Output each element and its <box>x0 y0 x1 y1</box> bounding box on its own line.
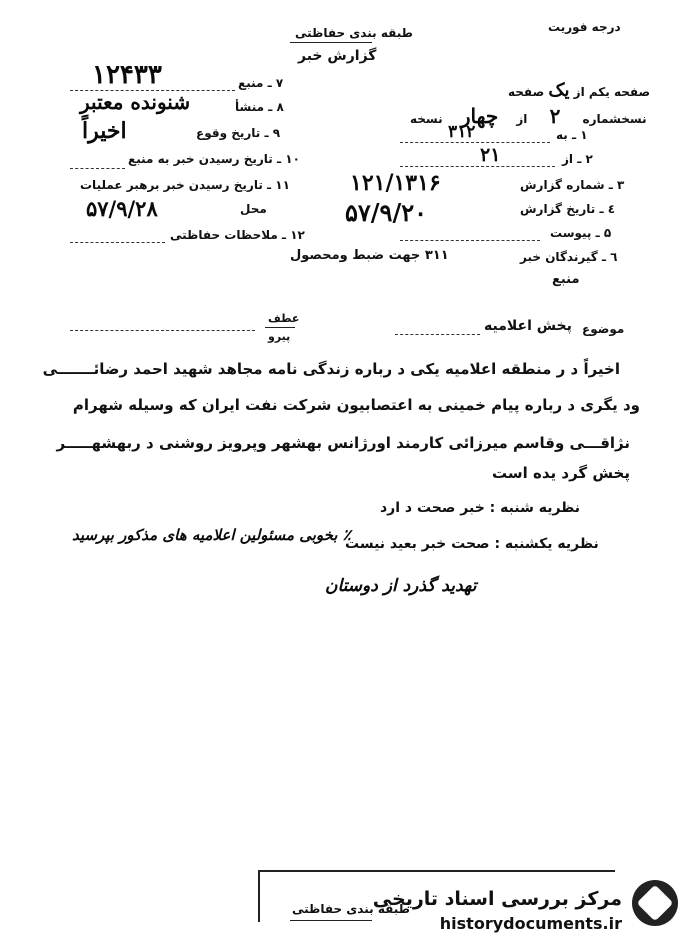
field-1-value: ۳۱۲ <box>448 122 476 142</box>
field-7-label: ۷ ـ منبع <box>238 76 284 90</box>
opinion-handwritten-1: ٪ بخوبی مسئولین اعلامیه های مذکور بپرسید <box>72 526 351 544</box>
ref-atf-label: عطف <box>268 312 300 325</box>
classification-top-underline <box>290 42 372 43</box>
field-10-label: ۱۰ ـ تاریخ رسیدن خبر به منبع <box>128 152 300 166</box>
field-3-label: ۳ ـ شماره گزارش <box>520 178 625 192</box>
opinion-source: نظریه شنبه : خبر صحت د ارد <box>380 500 581 516</box>
body-line-2: ود یگری د رباره پیام خمینی به اعتصابیون شرکت نفت ایران که وسیله شهرام <box>72 396 640 414</box>
body-line-1: اخیراً د ر منطقه اعلامیه یکی د رباره زندگی نامه مجاهد شهید احمد رضائـــــــی <box>42 360 620 378</box>
classification-bottom-underline <box>290 920 372 921</box>
priority-label: درجه فوریت <box>548 20 621 34</box>
field-8-value: شنونده معتبر <box>80 90 191 114</box>
field-11-label: ۱۱ ـ تاریخ رسیدن خبر برهبر عملیات <box>80 178 290 192</box>
classification-top: طبقه بندی حفاظتی <box>295 26 413 40</box>
field-2-value: ۲۱ <box>480 144 501 166</box>
opinion-yekshanbe-printed: نظریه یکشنبه : صحت خبر بعید نیست <box>345 536 599 552</box>
opinion-handwritten-2: تهدید گذرد از دوستان <box>325 576 477 596</box>
field-7-value: ۱۲۴۳۳ <box>92 60 162 90</box>
field-2-line <box>400 166 555 167</box>
field-9-value: اخیراً <box>82 118 127 144</box>
body-line-3: نژاقـــی وقاسم میرزائی کارمند اورژانس بهشهر وپرویز روشنی د ربهشهـــــر <box>56 434 630 452</box>
ref-divider <box>265 327 295 328</box>
field-12-label: ۱۲ ـ ملاحظات حفاظتی <box>170 228 305 242</box>
field-6-label: ٦ ـ گیرندگان خبر <box>520 250 618 264</box>
field-11-value: ۵۷/۹/۲۸ <box>86 196 158 221</box>
watermark-url: historydocuments.ir <box>439 914 622 933</box>
copy-number-label: نسخشماره ۲ از چهار نسخه <box>410 104 647 128</box>
subject-label: موضوع <box>582 322 625 336</box>
page-title: گزارش خبر <box>298 48 377 64</box>
body-line-4: پخش گرد یده است <box>492 464 630 482</box>
subject-dash-right <box>395 334 480 335</box>
subject-dash-left <box>70 330 255 331</box>
field-3-value: ۱۲۱/۱۳۱۶ <box>350 170 441 196</box>
field-10-line <box>70 168 125 169</box>
page-number-label: صفحه یکم از یک صفحه <box>508 80 651 101</box>
field-12-line <box>70 242 165 243</box>
field-4-value: ۵۷/۹/۲۰ <box>345 198 427 227</box>
field-9-label: ۹ ـ تاریخ وقوع <box>196 126 281 140</box>
subject-value: پخش اعلامیه <box>484 318 572 334</box>
classification-bottom: طبقه بندی حفاظتی <box>292 902 410 916</box>
ref-piro-label: پیرو <box>268 330 291 343</box>
field-11-sub: محل <box>240 202 267 216</box>
field-1-label: ۱ ـ به <box>556 128 588 142</box>
field-4-label: ٤ ـ تاریخ گزارش <box>520 202 616 216</box>
field-2-label: ۲ ـ از <box>562 152 593 166</box>
field-1-line <box>400 142 550 143</box>
field-8-label: ۸ ـ منشأ <box>235 100 284 114</box>
field-6-value: ۳۱۱ جهت ضبط ومحصول <box>290 248 449 263</box>
archive-logo-icon <box>632 880 678 926</box>
field-6-extra: منبع <box>552 272 580 287</box>
watermark-title: مرکز بررسی اسناد تاریخی <box>372 888 622 910</box>
field-5-line <box>400 240 540 241</box>
field-5-label: ۵ ـ پیوست <box>550 226 612 240</box>
